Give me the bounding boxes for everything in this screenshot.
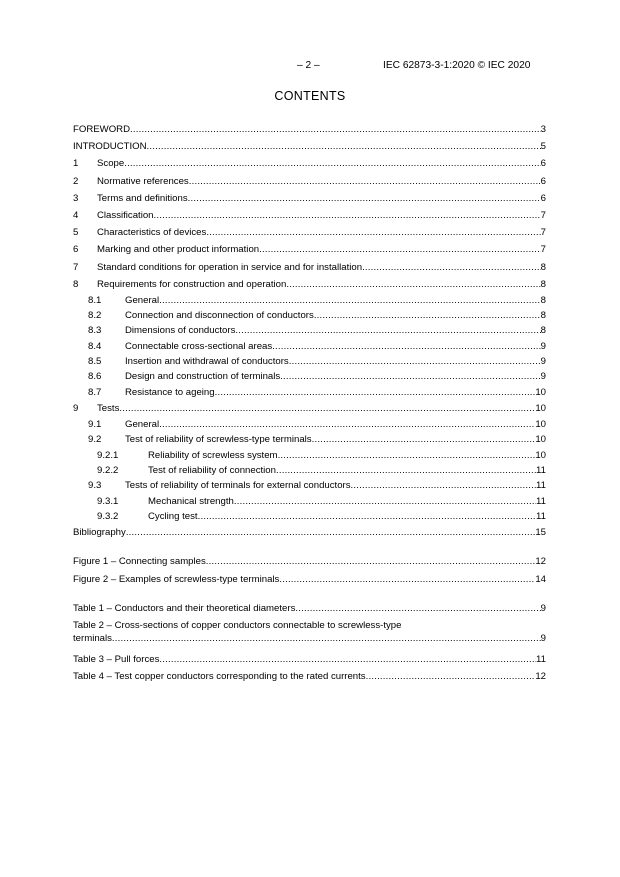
toc-entry-title: Connectable cross-sectional areas bbox=[125, 340, 273, 352]
toc-entry-title: Cycling test bbox=[148, 510, 198, 522]
toc-entry-title: Dimensions of conductors bbox=[125, 325, 236, 337]
leader-dots bbox=[159, 293, 541, 308]
toc-entry-title: Tests of reliability of terminals for external conductors bbox=[125, 480, 351, 492]
toc-entry[interactable] bbox=[73, 173, 546, 190]
toc-entry[interactable] bbox=[73, 224, 546, 241]
leader-dots bbox=[198, 509, 536, 524]
toc-entry-page: 7 bbox=[540, 209, 546, 221]
toc-entry-page: 3 bbox=[540, 124, 546, 135]
toc-entry-title: Marking and other product information bbox=[97, 244, 260, 256]
leader-dots bbox=[259, 241, 541, 258]
toc-entry-title: General bbox=[125, 294, 160, 306]
leader-dots bbox=[159, 651, 536, 668]
toc-entry-number: 4 bbox=[73, 209, 79, 221]
toc-entry[interactable] bbox=[73, 369, 546, 384]
toc-entry-page: 6 bbox=[540, 158, 546, 170]
leader-dots bbox=[278, 448, 536, 463]
toc-entry-number: 8.4 bbox=[88, 340, 102, 352]
toc-entry-page: 9 bbox=[540, 371, 546, 383]
toc-entry-page: 11 bbox=[536, 465, 546, 477]
table-of-contents bbox=[73, 121, 546, 685]
toc-entry[interactable] bbox=[73, 293, 546, 308]
toc-entry[interactable] bbox=[73, 339, 546, 354]
toc-entry-page: 10 bbox=[535, 402, 546, 414]
leader-dots bbox=[280, 369, 540, 384]
toc-entry-page: 9 bbox=[540, 632, 546, 644]
toc-entry-title: Terms and definitions bbox=[97, 192, 188, 204]
toc-entry-page: 10 bbox=[535, 434, 546, 446]
toc-entry-number: 9.2.2 bbox=[97, 465, 119, 477]
document-reference: IEC 62873-3-1:2020 © IEC 2020 bbox=[383, 60, 531, 71]
toc-entry-number: 6 bbox=[73, 244, 79, 256]
leader-dots bbox=[206, 553, 536, 570]
toc-entry-title: Figure 2 – Examples of screwless-type terminals bbox=[73, 573, 280, 585]
toc-entry-number: 8.6 bbox=[88, 371, 102, 383]
toc-entry-page: 8 bbox=[540, 278, 546, 290]
leader-dots bbox=[312, 432, 536, 447]
figure-list-entry[interactable] bbox=[73, 571, 546, 588]
toc-entry-number: 2 bbox=[73, 175, 79, 187]
toc-entry-title: Table 2 – Cross-sections of copper conductors connectable to screwless-type bbox=[73, 619, 402, 631]
toc-entry-page: 11 bbox=[536, 480, 546, 492]
toc-entry-number: 8.7 bbox=[88, 386, 102, 398]
leader-dots bbox=[154, 207, 541, 224]
toc-entry-page: 8 bbox=[540, 294, 546, 306]
table-list-entry[interactable] bbox=[73, 668, 546, 685]
leader-dots bbox=[295, 600, 540, 617]
toc-entry-number: 8.5 bbox=[88, 356, 102, 368]
leader-dots bbox=[234, 494, 536, 509]
toc-entry-title: Normative references bbox=[97, 175, 189, 187]
toc-entry[interactable] bbox=[73, 241, 546, 258]
toc-entry-page: 7 bbox=[540, 244, 546, 256]
toc-entry-page: 5 bbox=[540, 141, 546, 153]
leader-dots bbox=[351, 478, 536, 493]
toc-entry-page: 9 bbox=[540, 340, 546, 352]
toc-entry[interactable] bbox=[73, 190, 546, 207]
leader-dots bbox=[366, 668, 536, 685]
toc-entry-title: Test of reliability of connection bbox=[148, 465, 276, 477]
toc-entry[interactable] bbox=[73, 323, 546, 338]
toc-entry-title: Reliability of screwless system bbox=[148, 449, 278, 461]
toc-entry-number: 8.1 bbox=[88, 294, 102, 306]
toc-entry-title: Table 1 – Conductors and their theoretical diameters bbox=[73, 602, 296, 614]
toc-entry-page: 12 bbox=[535, 671, 546, 683]
toc-entry-page: 10 bbox=[535, 419, 546, 431]
toc-entry-page: 9 bbox=[540, 602, 546, 614]
toc-entry-page: 10 bbox=[535, 386, 546, 398]
toc-entry[interactable] bbox=[73, 494, 546, 509]
toc-entry-page: 11 bbox=[536, 653, 546, 665]
toc-entry[interactable] bbox=[73, 463, 546, 478]
toc-entry-number: 8 bbox=[73, 278, 79, 290]
toc-entry-page: 14 bbox=[535, 573, 546, 585]
leader-dots bbox=[276, 463, 536, 478]
toc-entry-page: 8 bbox=[540, 325, 546, 337]
toc-entry-page: 7 bbox=[540, 227, 546, 239]
toc-entry[interactable] bbox=[73, 448, 546, 463]
table-list-entry[interactable] bbox=[73, 617, 546, 651]
leader-dots bbox=[215, 385, 536, 400]
leader-dots bbox=[272, 339, 540, 354]
figure-list-entry[interactable] bbox=[73, 553, 546, 570]
toc-entry[interactable] bbox=[73, 207, 546, 224]
toc-entry-title: Scope bbox=[97, 158, 125, 170]
toc-entry[interactable] bbox=[73, 524, 546, 541]
leader-dots bbox=[124, 155, 540, 172]
table-list-entry[interactable] bbox=[73, 651, 546, 668]
toc-entry-title: Design and construction of terminals bbox=[125, 371, 281, 383]
table-list-entry[interactable] bbox=[73, 600, 546, 617]
toc-entry-title: Table 3 – Pull forces bbox=[73, 653, 160, 665]
toc-entry-page: 8 bbox=[540, 310, 546, 322]
leader-dots bbox=[289, 354, 541, 369]
toc-entry-page: 9 bbox=[540, 356, 546, 368]
toc-entry[interactable] bbox=[73, 417, 546, 432]
page-number: – 2 – bbox=[297, 60, 320, 71]
leader-dots bbox=[286, 276, 540, 293]
toc-entry-title: General bbox=[125, 419, 160, 431]
leader-dots bbox=[206, 224, 540, 241]
toc-entry-number: 3 bbox=[73, 192, 79, 204]
toc-entry-page: 6 bbox=[540, 175, 546, 187]
toc-entry-title: FOREWORD bbox=[73, 124, 131, 135]
toc-entry-title-continued: terminals bbox=[73, 632, 112, 644]
toc-entry-title: Connection and disconnection of conductors bbox=[125, 310, 314, 322]
toc-entry[interactable] bbox=[73, 121, 546, 138]
toc-entry-number: 9.3.1 bbox=[97, 495, 119, 507]
page-header bbox=[0, 60, 620, 74]
leader-dots bbox=[112, 630, 541, 647]
leader-dots bbox=[147, 138, 541, 155]
toc-entry-page: 6 bbox=[540, 192, 546, 204]
toc-entry-title: Tests bbox=[97, 402, 120, 414]
leader-dots bbox=[188, 190, 541, 207]
toc-entry-number: 7 bbox=[73, 261, 79, 273]
toc-entry-number: 9.3.2 bbox=[97, 510, 119, 522]
toc-entry[interactable] bbox=[73, 432, 546, 447]
toc-entry[interactable] bbox=[73, 400, 546, 417]
toc-entry-title: Characteristics of devices bbox=[97, 227, 207, 239]
toc-entry-number: 9.3 bbox=[88, 480, 102, 492]
toc-entry[interactable] bbox=[73, 509, 546, 524]
leader-dots bbox=[189, 173, 541, 190]
leader-dots bbox=[159, 417, 535, 432]
toc-entry-number: 5 bbox=[73, 227, 79, 239]
toc-entry[interactable] bbox=[73, 276, 546, 293]
toc-entry-title: Requirements for construction and operation bbox=[97, 278, 287, 290]
leader-dots bbox=[126, 524, 536, 541]
toc-entry-title: INTRODUCTION bbox=[73, 141, 147, 153]
toc-entry-number: 9.1 bbox=[88, 419, 102, 431]
toc-entry-title: Figure 1 – Connecting samples bbox=[73, 556, 206, 568]
toc-entry-page: 11 bbox=[536, 510, 546, 522]
toc-entry-title: Insertion and withdrawal of conductors bbox=[125, 356, 289, 368]
toc-entry[interactable] bbox=[73, 354, 546, 369]
leader-dots bbox=[130, 121, 541, 138]
toc-entry-number: 9 bbox=[73, 402, 79, 414]
toc-entry-number: 8.2 bbox=[88, 310, 102, 322]
toc-entry-number: 9.2 bbox=[88, 434, 102, 446]
toc-entry-number: 9.2.1 bbox=[97, 449, 119, 461]
toc-entry-page: 15 bbox=[535, 527, 546, 539]
toc-entry-title: Classification bbox=[97, 209, 154, 221]
toc-entry-page: 12 bbox=[535, 556, 546, 568]
leader-dots bbox=[235, 323, 540, 338]
toc-entry-page: 10 bbox=[535, 449, 546, 461]
toc-entry[interactable] bbox=[73, 155, 546, 172]
toc-entry-number: 8.3 bbox=[88, 325, 102, 337]
toc-entry-number: 1 bbox=[73, 158, 79, 170]
leader-dots bbox=[362, 259, 541, 276]
toc-entry[interactable] bbox=[73, 478, 546, 493]
toc-entry-title: Standard conditions for operation in service and for installation bbox=[97, 261, 363, 273]
toc-entry[interactable] bbox=[73, 308, 546, 323]
leader-dots bbox=[119, 400, 535, 417]
contents-title: CONTENTS bbox=[274, 89, 346, 103]
toc-entry-title: Table 4 – Test copper conductors corresponding to the rated currents bbox=[73, 671, 366, 683]
toc-entry-page: 8 bbox=[540, 261, 546, 273]
leader-dots bbox=[314, 308, 541, 323]
toc-entry[interactable] bbox=[73, 138, 546, 155]
toc-entry-title: Mechanical strength bbox=[148, 495, 234, 507]
toc-entry-title: Resistance to ageing bbox=[125, 386, 215, 398]
toc-entry[interactable] bbox=[73, 259, 546, 276]
toc-entry[interactable] bbox=[73, 385, 546, 400]
leader-dots bbox=[279, 571, 535, 588]
toc-entry-page: 11 bbox=[536, 495, 546, 507]
toc-entry-title: Test of reliability of screwless-type terminals bbox=[125, 434, 312, 446]
toc-entry-title: Bibliography bbox=[73, 527, 126, 539]
